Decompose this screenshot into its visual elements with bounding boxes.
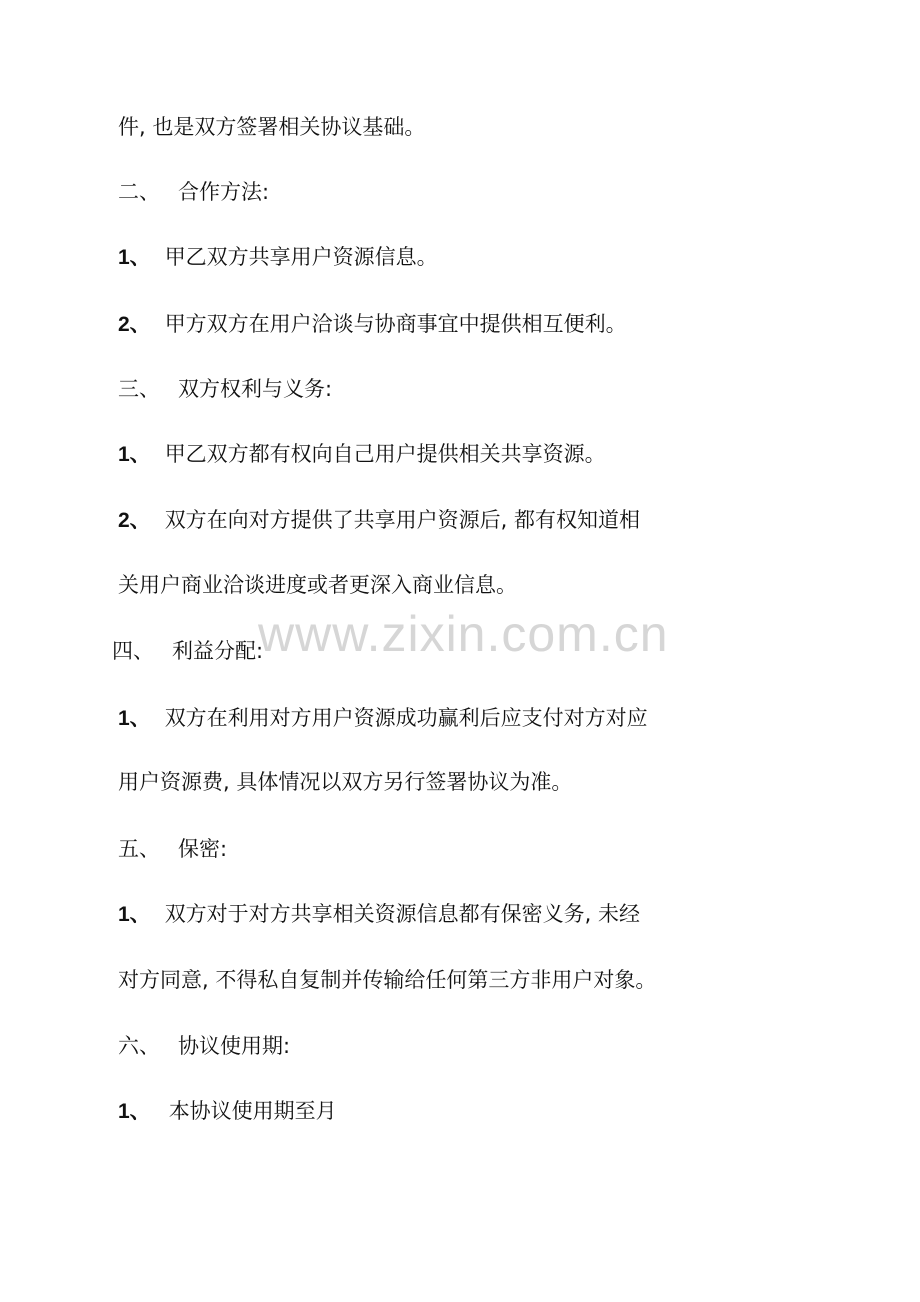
section-heading-2: [118, 177, 269, 207]
clause-text: 甲方双方在用户洽谈与协商事宜中提供相互便利。: [164, 312, 627, 336]
clause-6-1: [118, 1096, 337, 1126]
clause-3-1: [118, 439, 606, 469]
clause-2-2: [118, 309, 627, 339]
clause-number: 1、: [118, 1100, 151, 1123]
clause-3-2: [118, 505, 640, 535]
section-title: 双方权利与义务:: [178, 377, 333, 401]
clause-4-1: [118, 703, 648, 733]
clause-text: 双方在利用对方用户资源成功赢利后应支付对方对应: [164, 706, 648, 730]
section-marker: 二、: [118, 180, 160, 204]
clause-5-1: [118, 899, 640, 929]
section-heading-5: [118, 834, 227, 864]
clause-text: 甲乙双方共享用户资源信息。: [164, 245, 438, 269]
continuation-line: [118, 112, 425, 142]
clause-2-1: [118, 242, 438, 272]
section-heading-3: [118, 374, 332, 404]
clause-text: 双方对于对方共享相关资源信息都有保密义务, 未经: [164, 902, 641, 926]
clause-number: 1、: [118, 707, 151, 730]
clause-text: 甲乙双方都有权向自己用户提供相关共享资源。: [164, 442, 606, 466]
clause-number: 1、: [118, 443, 151, 466]
continuation-line: [118, 570, 517, 600]
section-title: 合作方法:: [178, 180, 270, 204]
line-text: 对方同意, 不得私自复制并传输给任何第三方非用户对象。: [118, 968, 657, 992]
line-text: 件, 也是双方签署相关协议基础。: [118, 115, 426, 139]
clause-text: 双方在向对方提供了共享用户资源后, 都有权知道相: [164, 508, 641, 532]
clause-number: 2、: [118, 313, 151, 336]
section-heading-4: [112, 636, 263, 666]
line-text: 关用户商业洽谈进度或者更深入商业信息。: [118, 573, 517, 597]
continuation-line: [118, 767, 572, 797]
clause-text: 本协议使用期至月: [168, 1099, 337, 1123]
clause-number: 1、: [118, 246, 151, 269]
section-marker: 六、: [118, 1034, 160, 1058]
continuation-line: [118, 965, 656, 995]
section-marker: 五、: [118, 837, 160, 861]
section-heading-6: [118, 1031, 290, 1061]
section-marker: 三、: [118, 377, 160, 401]
section-title: 利益分配:: [172, 639, 264, 663]
watermark: www.zixin.com.cn: [258, 606, 669, 662]
clause-number: 1、: [118, 903, 151, 926]
line-text: 用户资源费, 具体情况以双方另行签署协议为准。: [118, 770, 573, 794]
section-title: 保密:: [178, 837, 228, 861]
section-marker: 四、: [112, 639, 154, 663]
section-title: 协议使用期:: [178, 1034, 291, 1058]
clause-number: 2、: [118, 509, 151, 532]
